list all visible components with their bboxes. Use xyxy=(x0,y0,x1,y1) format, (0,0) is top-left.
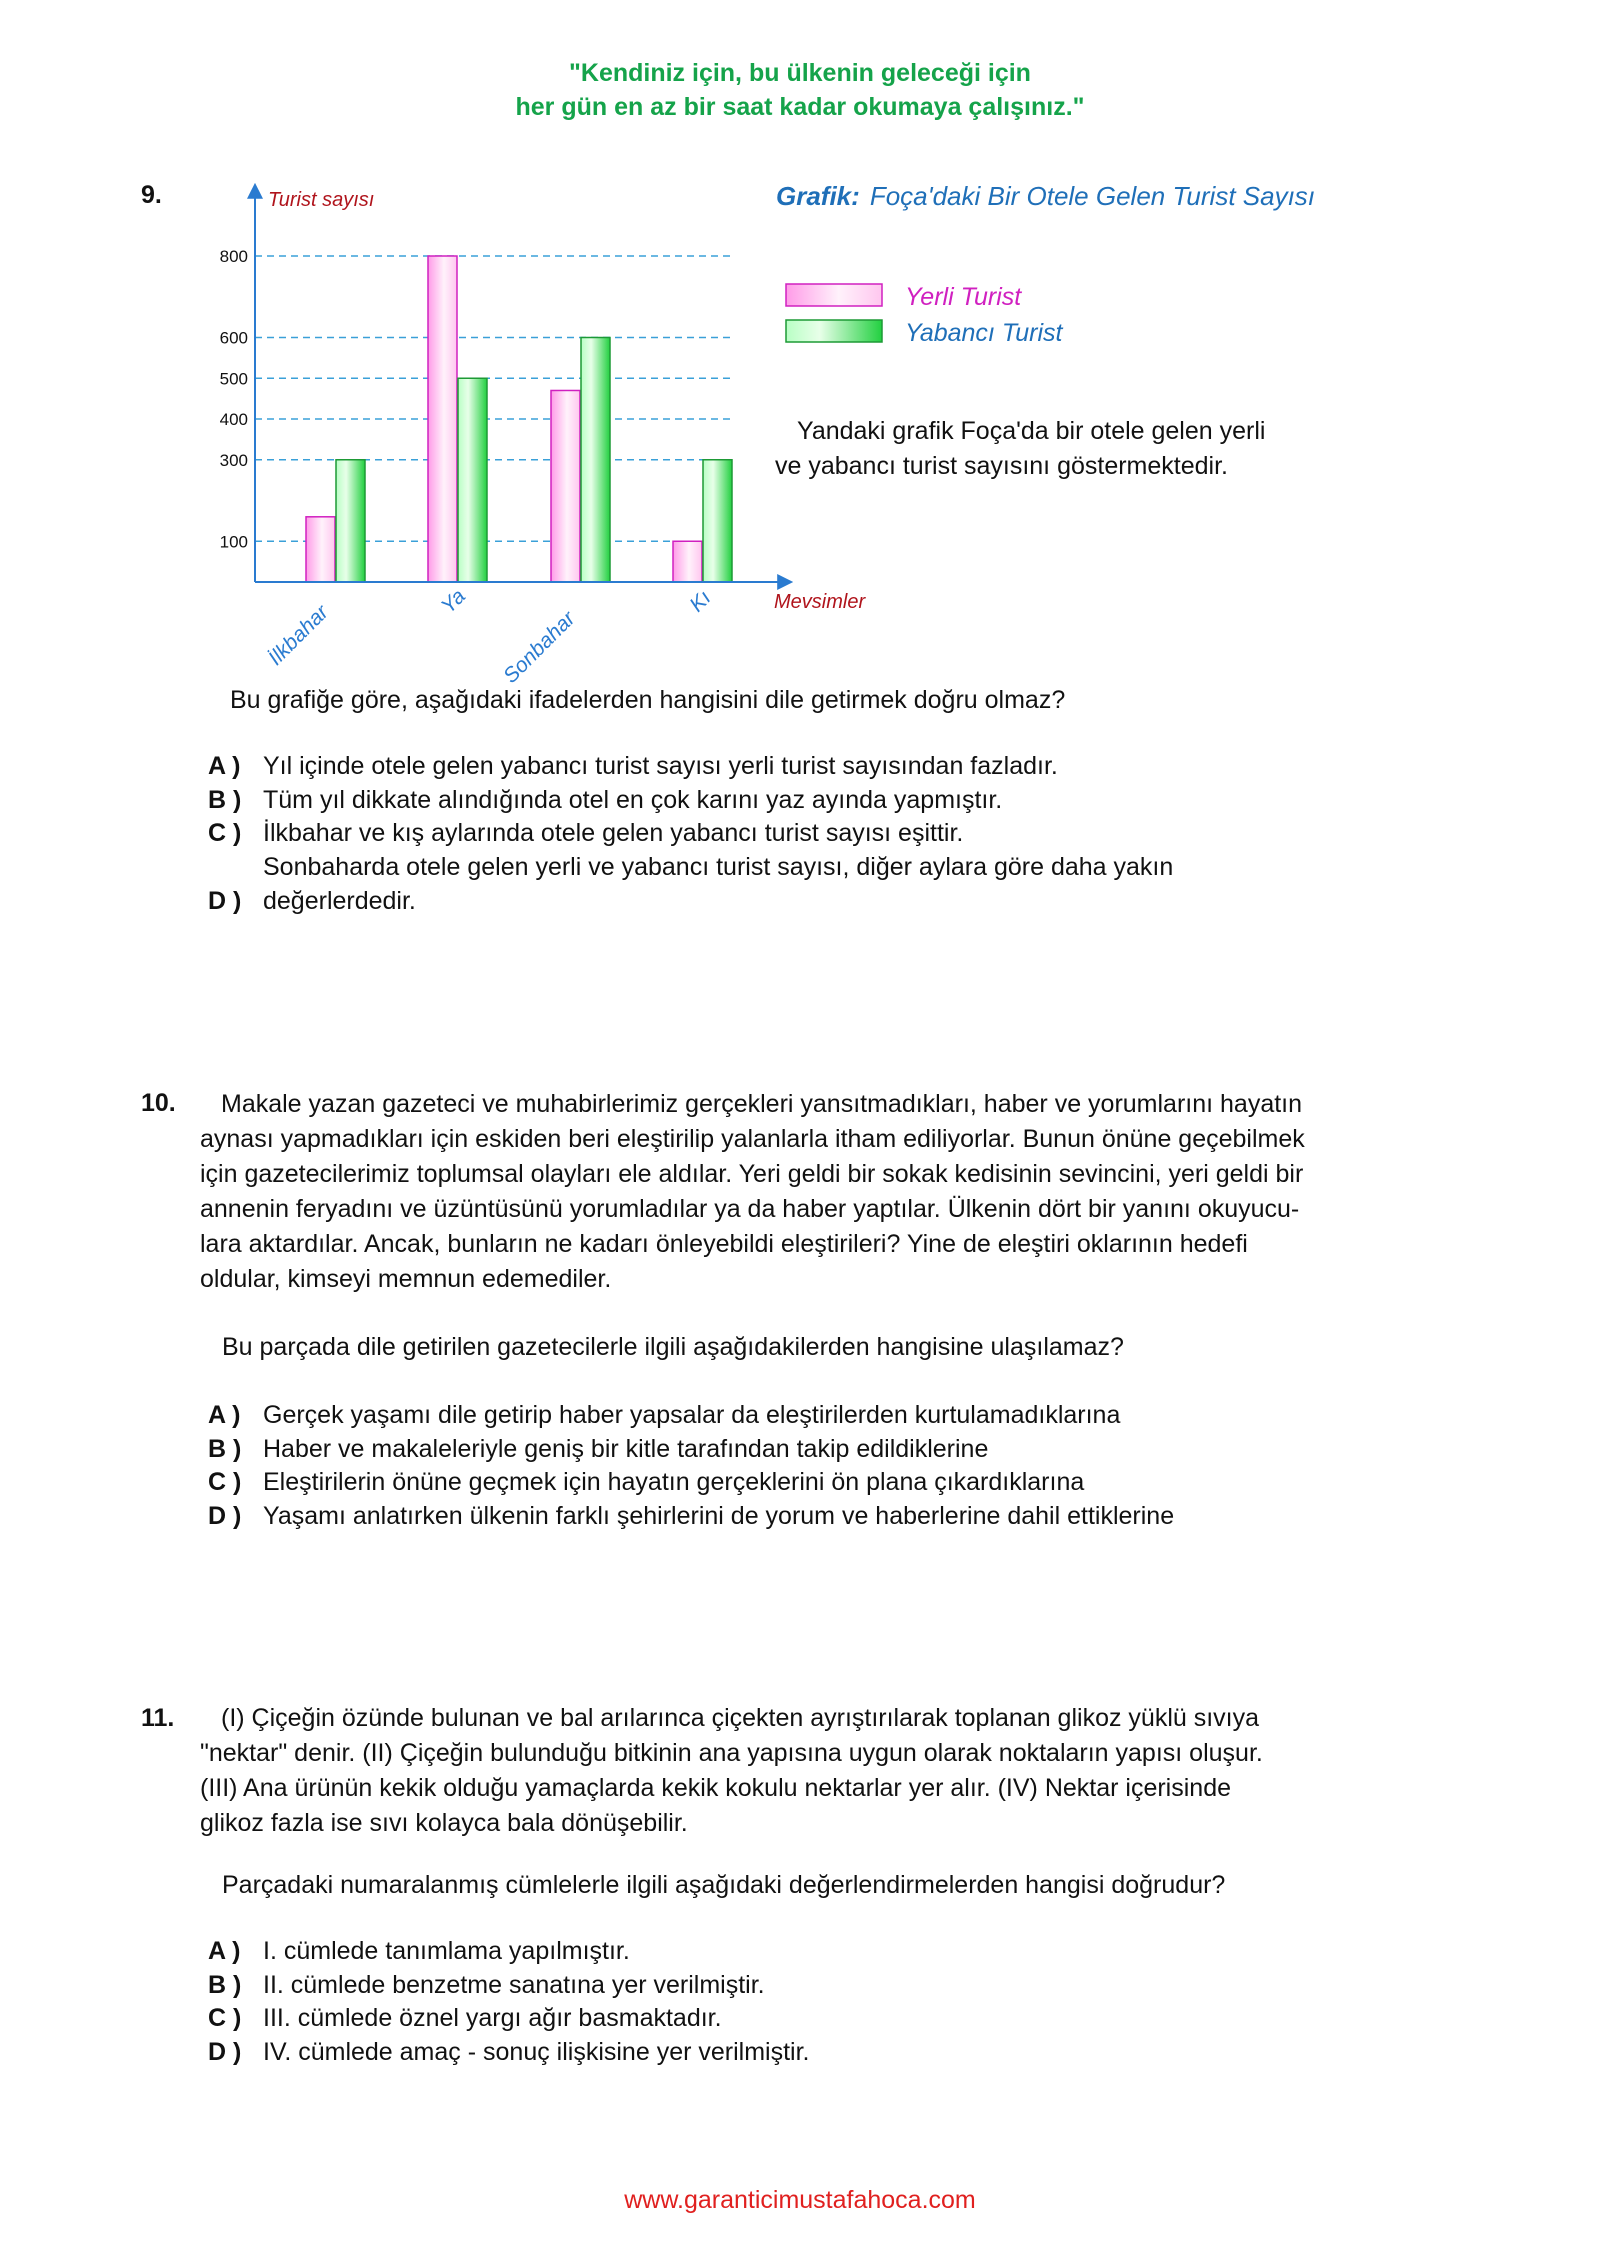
passage-line: aynası yapmadıkları için eskiden beri eleştirilip yalanlarla itham ediliyorlar. Bunun önüne geçebilmek xyxy=(200,1125,1305,1153)
passage-line: (I) Çiçeğin özünde bulunan ve bal arılarınca çiçekten ayrıştırılarak toplanan glikoz yüklü sıvıya xyxy=(221,1704,1260,1732)
legend-label-yerli: Yerli Turist xyxy=(905,283,1022,311)
y-tick-label: 400 xyxy=(219,410,248,429)
bar-yerli xyxy=(428,256,457,582)
passage-line: "nektar" denir. (II) Çiçeğin bulunduğu bitkinin ana yapısına uygun olarak noktaların yapısı oluşur. xyxy=(200,1739,1263,1767)
question-10-prompt: Bu parçada dile getirilen gazetecilerle ilgili aşağıdakilerden hangisine ulaşılamaz? xyxy=(222,1333,1124,1361)
q11-option-a[interactable] xyxy=(208,1934,630,1968)
q9-option-a[interactable] xyxy=(208,749,1058,783)
passage-line: glikoz fazla ise sıvı kolayca bala dönüşebilir. xyxy=(200,1809,688,1837)
question-10-number: 10. xyxy=(141,1089,176,1117)
q10-option-a[interactable] xyxy=(208,1398,1120,1432)
question-11-number: 11. xyxy=(141,1704,175,1732)
footer-url[interactable]: www.garanticimustafahoca.com xyxy=(624,2186,976,2214)
x-category-labels xyxy=(264,585,716,688)
y-tick-label: 600 xyxy=(219,328,248,348)
option-letter: B ) xyxy=(208,1971,242,1999)
bar-yerli xyxy=(551,390,580,582)
option-letter: C ) xyxy=(208,1468,242,1496)
bar-yerli xyxy=(673,541,702,582)
option-text: Eleştirilerin önüne geçmek için hayatın gerçeklerini ön plana çıkardıklarına xyxy=(263,1468,1085,1496)
option-letter: C ) xyxy=(208,2004,242,2032)
x-category-label: Sonbahar xyxy=(499,607,580,688)
chart-title-text: Foça'daki Bir Otele Gelen Turist Sayısı xyxy=(869,181,1316,211)
y-tick-label: 300 xyxy=(219,450,248,470)
tourist-bar-chart xyxy=(0,0,1600,700)
option-text-line-2: değerlerdedir. xyxy=(263,887,416,915)
option-letter: A ) xyxy=(208,752,241,780)
passage-line: Makale yazan gazeteci ve muhabirlerimiz gerçekleri yansıtmadıkları, haber ve yorumlarını hayatın xyxy=(221,1090,1303,1118)
x-category-label: İlkbahar xyxy=(263,600,333,670)
option-letter: A ) xyxy=(208,1937,241,1965)
q9-option-c[interactable] xyxy=(208,816,963,850)
option-text: Tüm yıl dikkate alındığında otel en çok karını yaz ayında yapmıştır. xyxy=(263,786,1003,814)
passage-line: oldular, kimseyi memnun edemediler. xyxy=(200,1265,612,1293)
bar-yabanci xyxy=(458,378,487,582)
option-text: I. cümlede tanımlama yapılmıştır. xyxy=(263,1937,630,1965)
passage-line: annenin feryadını ve üzüntüsünü yorumladılar ya da haber yaptılar. Ülkenin dört bir yanını okuyucu- xyxy=(200,1195,1300,1223)
chart-title xyxy=(776,181,1315,211)
option-letter: B ) xyxy=(208,786,242,814)
y-tick-label: 500 xyxy=(219,369,248,389)
q10-option-d[interactable] xyxy=(208,1499,1174,1533)
option-letter: A ) xyxy=(208,1401,241,1429)
y-tick-label: 100 xyxy=(219,532,248,552)
option-letter: C ) xyxy=(208,819,242,847)
motto-line-2: her gün en az bir saat kadar okumaya çalışınız." xyxy=(515,93,1085,121)
chart-gridlines xyxy=(255,256,735,541)
option-text: IV. cümlede amaç - sonuç ilişkisine yer verilmiştir. xyxy=(263,2038,810,2066)
bar-yabanci xyxy=(703,460,732,582)
y-axis-label: Turist sayısı xyxy=(268,189,375,211)
q9-option-d[interactable] xyxy=(208,850,1173,918)
option-text: Haber ve makaleleriyle geniş bir kitle tarafından takip edildiklerine xyxy=(263,1435,989,1463)
q9-option-b[interactable] xyxy=(208,783,1002,817)
chart-legend xyxy=(786,283,1064,347)
option-letter: D ) xyxy=(208,2038,242,2066)
bar-yabanci xyxy=(581,338,610,583)
chart-title-prefix: Grafik: xyxy=(776,181,860,211)
option-text: III. cümlede öznel yargı ağır basmaktadır. xyxy=(263,2004,722,2032)
y-tick-labels xyxy=(220,247,248,551)
question-9-prompt: Bu grafiğe göre, aşağıdaki ifadelerden hangisini dile getirmek doğru olmaz? xyxy=(230,686,1066,714)
question-10-passage xyxy=(200,1087,1410,1297)
question-9-number: 9. xyxy=(141,181,162,209)
q11-option-b[interactable] xyxy=(208,1968,765,2002)
option-text: Yıl içinde otele gelen yabancı turist sayısı yerli turist sayısından fazladır. xyxy=(263,752,1058,780)
legend-swatch-yerli xyxy=(786,284,882,306)
bar-yabanci xyxy=(336,460,365,582)
option-text: Gerçek yaşamı dile getirip haber yapsalar da eleştirilerden kurtulamadıklarına xyxy=(263,1401,1121,1429)
y-tick-label: 800 xyxy=(219,247,248,266)
passage-line: (III) Ana ürünün kekik olduğu yamaçlarda kekik kokulu nektarlar yer alır. (IV) Nektar içerisinde xyxy=(200,1774,1232,1802)
x-axis-label: Mevsimler xyxy=(774,591,866,613)
option-letter: D ) xyxy=(208,1502,242,1530)
q11-option-c[interactable] xyxy=(208,2001,722,2035)
option-text-line-1: Sonbaharda otele gelen yerli ve yabancı turist sayısı, diğer aylara göre daha yakın xyxy=(263,853,1174,881)
passage-line: için gazetecilerimiz toplumsal olayları ele aldılar. Yeri geldi bir sokak kedisinin sevincini, yeri geldi bir xyxy=(200,1160,1304,1188)
x-category-label: Ya xyxy=(436,584,471,619)
legend-label-yabanci: Yabancı Turist xyxy=(905,319,1063,347)
q10-option-b[interactable] xyxy=(208,1432,988,1466)
option-text xyxy=(263,850,1173,918)
option-text: Yaşamı anlatırken ülkenin farklı şehirlerini de yorum ve haberlerine dahil ettiklerine xyxy=(263,1502,1175,1530)
question-11-prompt: Parçadaki numaralanmış cümlelerle ilgili aşağıdaki değerlendirmelerden hangisi doğrudur? xyxy=(222,1871,1226,1899)
q11-option-d[interactable] xyxy=(208,2035,809,2069)
legend-swatch-yabanci xyxy=(786,320,882,342)
option-text: II. cümlede benzetme sanatına yer verilmiştir. xyxy=(263,1971,765,1999)
option-text: İlkbahar ve kış aylarında otele gelen yabancı turist sayısı eşittir. xyxy=(263,819,964,847)
x-category-label: Kı xyxy=(685,586,716,617)
q10-option-c[interactable] xyxy=(208,1465,1084,1499)
chart-description-line-1: Yandaki grafik Foça'da bir otele gelen yerli xyxy=(797,417,1266,445)
option-letter: D ) xyxy=(208,887,242,915)
chart-description-line-2: ve yabancı turist sayısını göstermektedir. xyxy=(775,452,1228,480)
motto-line-1: "Kendiniz için, bu ülkenin geleceği için xyxy=(569,59,1031,87)
option-letter: B ) xyxy=(208,1435,242,1463)
question-11-passage xyxy=(200,1701,1410,1841)
bar-yerli xyxy=(306,517,335,582)
passage-line: lara aktardılar. Ancak, bunların ne kadarı önleyebildi eleştirileri? Yine de eleştiri oklarının hedefi xyxy=(200,1230,1248,1258)
